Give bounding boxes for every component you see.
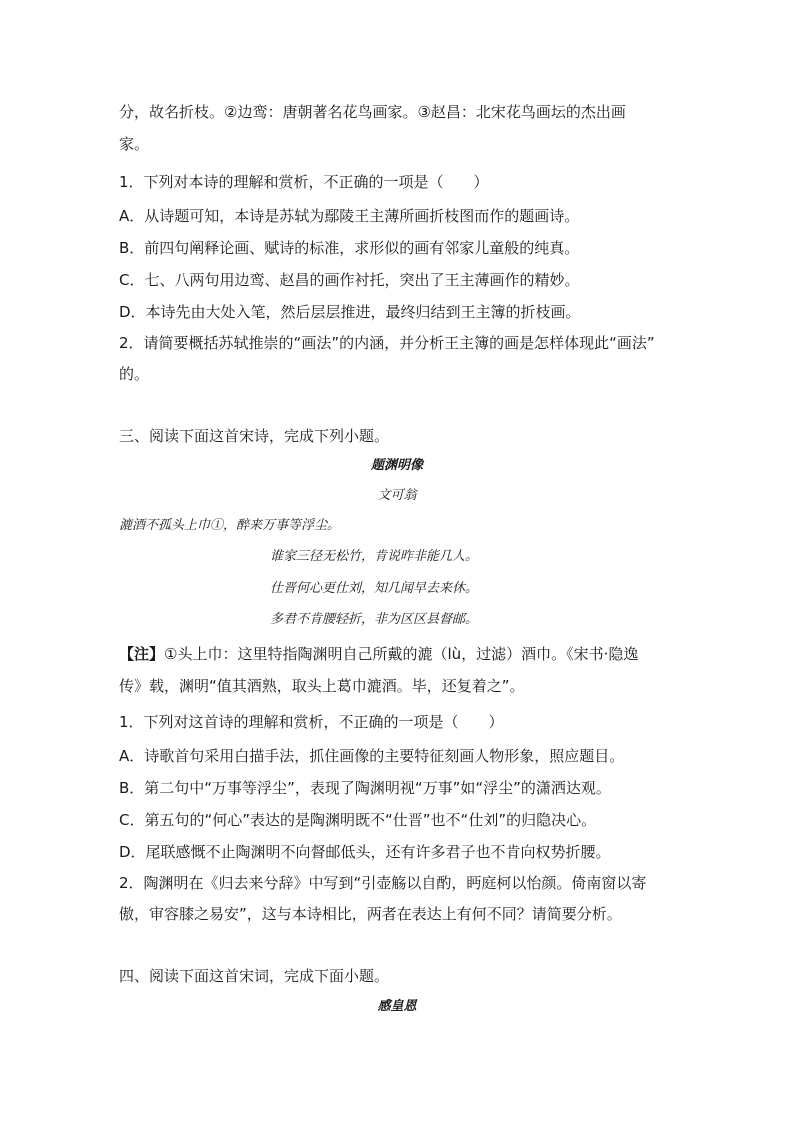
section-3-heading: 三、阅读下面这首宋诗，完成下列小题。	[119, 427, 390, 445]
s3-option-a: A．诗歌首句采用白描手法，抓住画像的主要特征刻画人物形象，照应题目。	[119, 747, 625, 765]
note-label: 【注】	[119, 645, 165, 663]
s3-option-d: D．尾联感慨不止陶渊明不向督邮低头，还有许多君子也不肯向权势折腰。	[119, 843, 611, 861]
s2-question-2-line-2: 的。	[119, 365, 150, 383]
s3-question-2-line-1: 2．陶渊明在《归去来兮辞》中写到“引壶觞以自酌，眄庭柯以怡颜。倚南窗以寄	[119, 874, 647, 892]
s2-option-a: A．从诗题可知，本诗是苏轼为鄢陵王主薄所画折枝图而作的题画诗。	[119, 207, 580, 225]
s3-option-c: C．第五句的“何心”表达的是陶渊明既不“仕晋”也不“仕刘”的归隐决心。	[119, 811, 597, 829]
section-4-heading: 四、阅读下面这首宋词，完成下面小题。	[119, 967, 390, 985]
s2-option-b: B．前四句阐释论画、赋诗的标准，求形似的画有邻家儿童般的纯真。	[119, 239, 580, 257]
s3-question-2-line-2: 傲，审容膝之易安”，这与本诗相比，两者在表达上有何不同？请简要分析。	[119, 905, 622, 923]
poem-title: 题渊明像	[370, 458, 423, 473]
s3-question-1: 1．下列对这首诗的理解和赏析，不正确的一项是（ ）	[119, 713, 504, 731]
poem-line-4: 多君不肯腰轻折，非为区区县督邮。	[270, 612, 479, 627]
poem-author: 文可翁	[377, 488, 417, 503]
poem-line-1: 漉酒不孤头上巾①，醉来万事等浮尘。	[119, 518, 341, 533]
poem-note-line-2: 传》载，渊明“值其酒熟，取头上葛巾漉酒。毕，还复着之”。	[119, 677, 525, 695]
s2-question-2-line-1: 2．请简要概括苏轼推崇的“画法”的内涵，并分析王主簿的画是怎样体现此“画法”	[119, 334, 655, 352]
s2-option-c: C．七、八两句用边鸾、赵昌的画作衬托，突出了王主薄画作的精妙。	[119, 271, 580, 289]
note-text: ①头上巾：这里特指陶渊明自己所戴的漉（lù，过滤）酒巾。《宋书·隐逸	[164, 645, 639, 663]
poem-line-2: 谁家三径无松竹，肯说昨非能几人。	[270, 549, 479, 564]
section-4-poem-title: 感皇恩	[377, 999, 417, 1014]
s2-option-d: D．本诗先由大处入笔，然后层层推进，最终归结到王主簿的折枝画。	[119, 303, 581, 321]
poem-note-line-1	[119, 644, 638, 664]
poem-line-3: 仕晋何心更仕刘，知几闻早去来休。	[270, 581, 479, 596]
s3-option-b: B．第二句中“万事等浮尘”，表现了陶渊明视“万事”如“浮尘”的潇洒达观。	[119, 779, 611, 797]
note-continuation-line-1: 分，故名折枝。②边鸾：唐朝著名花鸟画家。③赵昌：北宋花鸟画坛的杰出画	[119, 103, 626, 121]
s2-question-1: 1．下列对本诗的理解和赏析，不正确的一项是（ ）	[119, 173, 489, 191]
note-continuation-line-2: 家。	[119, 135, 150, 153]
